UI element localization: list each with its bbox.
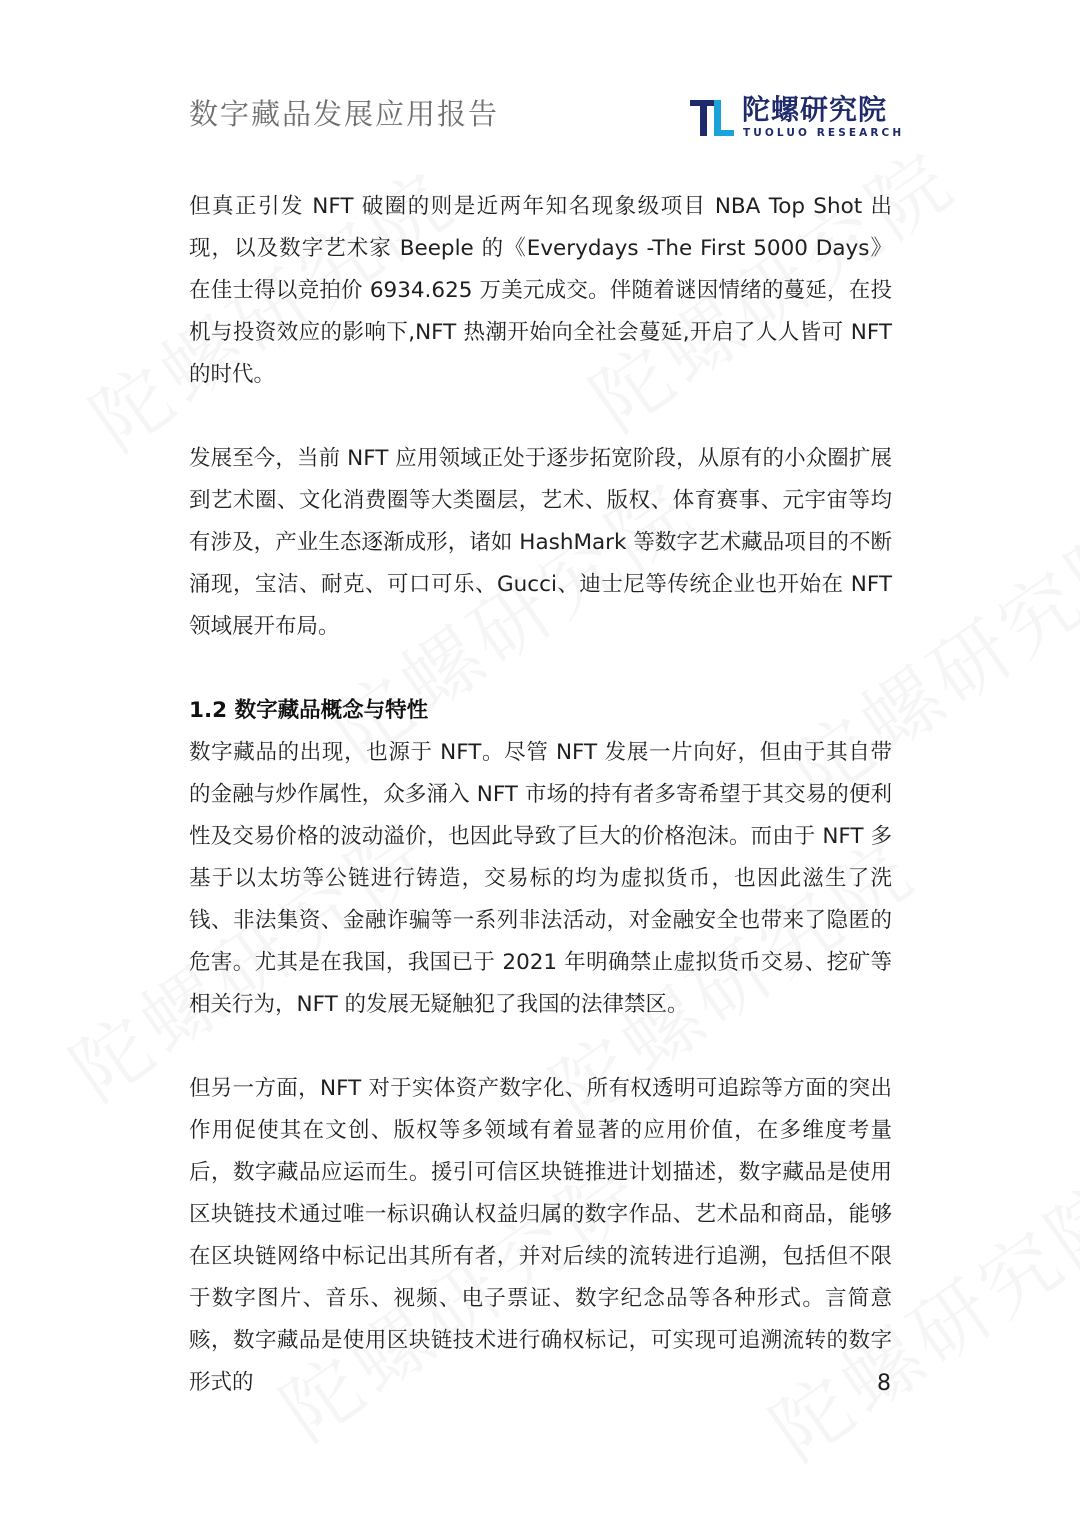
paragraph-gap [189, 396, 892, 438]
tuoluo-logo-mark-icon [690, 98, 736, 138]
paragraph-digital-collectibles-origin: 数字藏品的出现，也源于 NFT。尽管 NFT 发展一片向好，但由于其自带的金融与炒作属性，众多涌入 NFT 市场的持有者多寄希望于其交易的便利性及交易价格的波动溢价，也因此导致了巨大的价格泡沫。而由于 NFT 多基于以太坊等公链进行铸造，交易标的均为虚拟货币，也因此滋生了洗钱、非法集资、金融诈骗等一系列非法活动，对金融安全也带来了隐匿的危害。尤其是在我国，我国已于 2021 年明确禁止虚拟货币交易、挖矿等相关行为，NFT 的发展无疑触犯了我国的法律禁区。 [189, 740, 892, 1017]
page-number: 8 [877, 1371, 891, 1396]
logo-chinese-name: 陀螺研究院 [742, 93, 888, 126]
paragraph-nft-development: 发展至今，当前 NFT 应用领域正处于逐步拓宽阶段，从原有的小众圈扩展到艺术圈、文化消费圈等大类圈层，艺术、版权、体育赛事、元宇宙等均有涉及，产业生态逐渐成形，诸如 HashMark 等数字艺术藏品项目的不断涌现，宝洁、耐克、可口可乐、Gucci、迪士尼等传统企业也开始在 NFT 领域展开布局。 [189, 446, 892, 639]
tuoluo-logo [690, 93, 905, 144]
logo-english-name: TUOLUO RESEARCH [743, 127, 905, 139]
paragraph-gap [189, 1026, 892, 1068]
paragraph-nft-breakout: 但真正引发 NFT 破圈的则是近两年知名现象级项目 NBA Top Shot 出现，以及数字艺术家 Beeple 的《Everydays -The First 5000 Days》在佳士得以竞拍价 6934.625 万美元成交。伴随着谜因情绪的蔓延，在投机与投资效应的影响下,NFT 热潮开始向全社会蔓延,开启了人人皆可 NFT 的时代。 [189, 194, 892, 387]
page-header [189, 88, 905, 148]
section-heading: 1.2 数字藏品概念与特性 [189, 698, 429, 723]
page-content [189, 186, 892, 1404]
paragraph-digital-collectibles-definition: 但另一方面，NFT 对于实体资产数字化、所有权透明可追踪等方面的突出作用促使其在文创、版权等多领域有着显著的应用价值，在多维度考量后，数字藏品应运而生。援引可信区块链推进计划描述，数字藏品是使用区块链技术通过唯一标识确认权益归属的数字作品、艺术品和商品，能够在区块链网络中标记出其所有者，并对后续的流转进行追溯，包括但不限于数字图片、音乐、视频、电子票证、数字纪念品等各种形式。言简意赅，数字藏品是使用区块链技术进行确权标记，可实现可追溯流转的数字形式的 [189, 1076, 892, 1395]
document-title: 数字藏品发展应用报告 [189, 97, 500, 131]
paragraph-gap [189, 648, 892, 690]
